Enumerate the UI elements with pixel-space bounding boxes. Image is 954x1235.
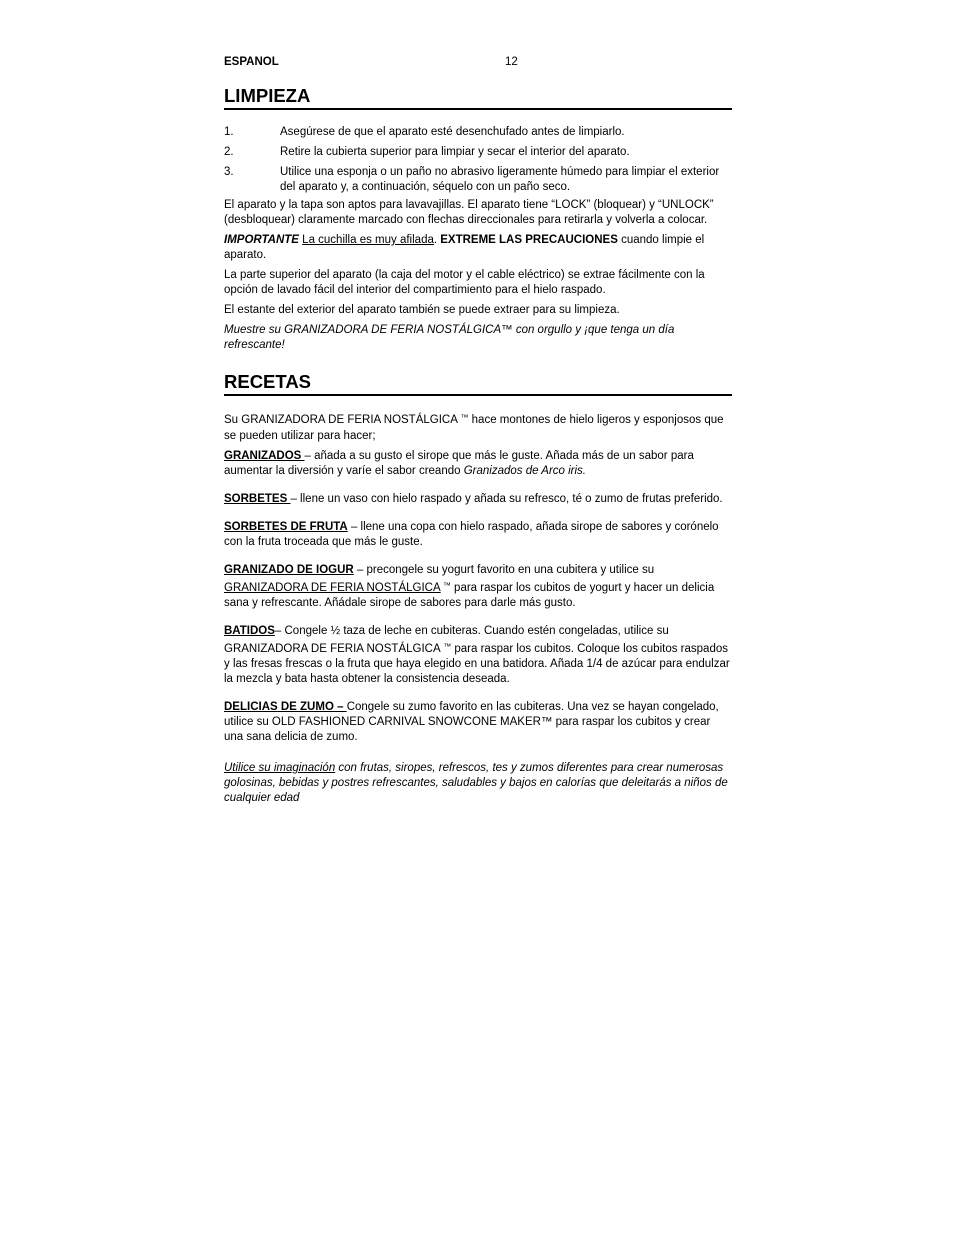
step-number: 3. <box>224 166 234 178</box>
separator: . <box>433 234 441 246</box>
recipes-heading: RECETAS <box>224 371 732 396</box>
batidos-paragraph <box>224 624 732 687</box>
fruta-label: SORBETES DE FRUTA <box>224 521 348 533</box>
manual-page <box>224 54 732 811</box>
cleaning-steps <box>224 125 732 195</box>
yogur-label: GRANIZADO DE IOGUR <box>224 564 354 576</box>
batidos-text: – Congele ½ taza de leche en cubiteras. Cuando estén congeladas, utilice su GRANIZADORA DE FERIA NOSTÁLGICA <box>224 625 669 655</box>
step-text: Asegúrese de que el aparato esté desenchufado antes de limpiarlo. <box>280 126 625 138</box>
important-label: IMPORTANTE <box>224 234 299 246</box>
caution-text: EXTREME LAS PRECAUCIONES <box>440 234 618 246</box>
batidos-text-rest: para raspar los cubitos. Coloque los cubitos raspados y las fresas frescas o la fruta que haya elegido en una batidora. Añada 1/4 de azúcar para endulzar la mezcla y bata hasta obtener la consistencia deseada. <box>224 643 730 685</box>
step-number: 1. <box>224 126 234 138</box>
dishwasher-paragraph: El aparato y la tapa son aptos para lavavajillas. El aparato tiene “LOCK” (bloquear) y “UNLOCK” (desbloquear) claramente marcado con flechas direccionales para retirarla y volverla a colocar. <box>224 199 714 226</box>
rainbow-text: Granizados de Arco iris. <box>463 465 587 477</box>
intro-text-rest: hace montones de hielo ligeros y esponjosos que se pueden utilizar para hacer; <box>224 414 724 442</box>
list-item <box>224 165 732 195</box>
page-header <box>224 54 732 74</box>
imagination-text: con frutas, siropes, refrescos, tes y zumos diferentes para crear numerosas golosinas, bebidas y postres refrescantes, saludables y bajos en calorías que deleitarás a niños de cualquier edad <box>224 762 728 804</box>
step-text: Retire la cubierta superior para limpiar y secar el interior del aparato. <box>280 146 630 158</box>
step-number: 2. <box>224 146 234 158</box>
trademark-symbol: ™ <box>460 413 469 422</box>
imagination-paragraph <box>224 761 732 806</box>
important-rest: cuando limpie el aparato. <box>224 234 705 261</box>
list-item <box>224 125 732 140</box>
fruta-paragraph <box>224 520 732 550</box>
batidos-label: BATIDOS <box>224 625 275 637</box>
closing-paragraph: Muestre su GRANIZADORA DE FERIA NOSTÁLGICA™ con orgullo y ¡que tenga un día refrescante! <box>224 324 675 351</box>
blade-warning: La cuchilla es muy afilada <box>302 234 434 246</box>
cleaning-heading: LIMPIEZA <box>224 85 732 110</box>
yogur-text: – precongele su yogurt favorito en una cubitera y utilice su <box>353 564 655 576</box>
recipes-intro <box>224 410 732 444</box>
page-number: 12 <box>505 56 518 68</box>
shelf-paragraph: El estante del exterior del aparato también se puede extraer para su limpieza. <box>224 304 620 316</box>
zumo-label: DELICIAS DE ZUMO – <box>224 701 347 713</box>
imagination-label: Utilice su imaginación <box>224 762 336 774</box>
list-item <box>224 145 732 160</box>
step-text: Utilice una esponja o un paño no abrasivo ligeramente húmedo para limpiar el exterior del aparato y, a continuación, séquelo con un paño seco. <box>280 166 720 193</box>
important-paragraph <box>224 233 732 263</box>
sorbetes-text: – llene un vaso con hielo raspado y añada su refresco, té o zumo de frutas preferido. <box>290 493 723 505</box>
sorbetes-paragraph <box>224 492 732 507</box>
language-label: ESPANOL <box>224 56 279 68</box>
yogur-paragraph <box>224 563 732 611</box>
sorbetes-label: SORBETES <box>224 493 291 505</box>
zumo-paragraph <box>224 700 732 745</box>
granizados-text: – añada a su gusto el sirope que más le guste. Añada más de un sabor para aumentar la diversión y varíe el sabor creando <box>224 450 694 477</box>
yogur-text-rest: para raspar los cubitos de yogurt y hacer un delicia sana y refrescante. Añádale sirope de sabores para darle más gusto. <box>224 582 715 609</box>
zumo-text: Congele su zumo favorito en las cubiteras. Una vez se hayan congelado, utilice su OLD FASHIONED CARNIVAL SNOWCONE MAKER™ para raspar los cubitos y crear una sana delicia de zumo. <box>224 701 719 743</box>
fruta-text: – llene una copa con hielo raspado, añada sirope de sabores y corónelo con la fruta troceada que más le guste. <box>224 521 719 548</box>
top-removal-paragraph: La parte superior del aparato (la caja del motor y el cable eléctrico) se extrae fácilmente con la opción de lavado fácil del interior del compartimiento para el hielo raspado. <box>224 269 705 296</box>
intro-text: Su GRANIZADORA DE FERIA NOSTÁLGICA <box>224 414 461 426</box>
trademark-symbol: ™ <box>443 642 452 651</box>
granizados-paragraph <box>224 449 732 479</box>
granizados-label: GRANIZADOS <box>224 450 305 462</box>
product-name: GRANIZADORA DE FERIA NOSTÁLGICA <box>224 582 441 594</box>
trademark-symbol: ™ <box>440 581 451 590</box>
